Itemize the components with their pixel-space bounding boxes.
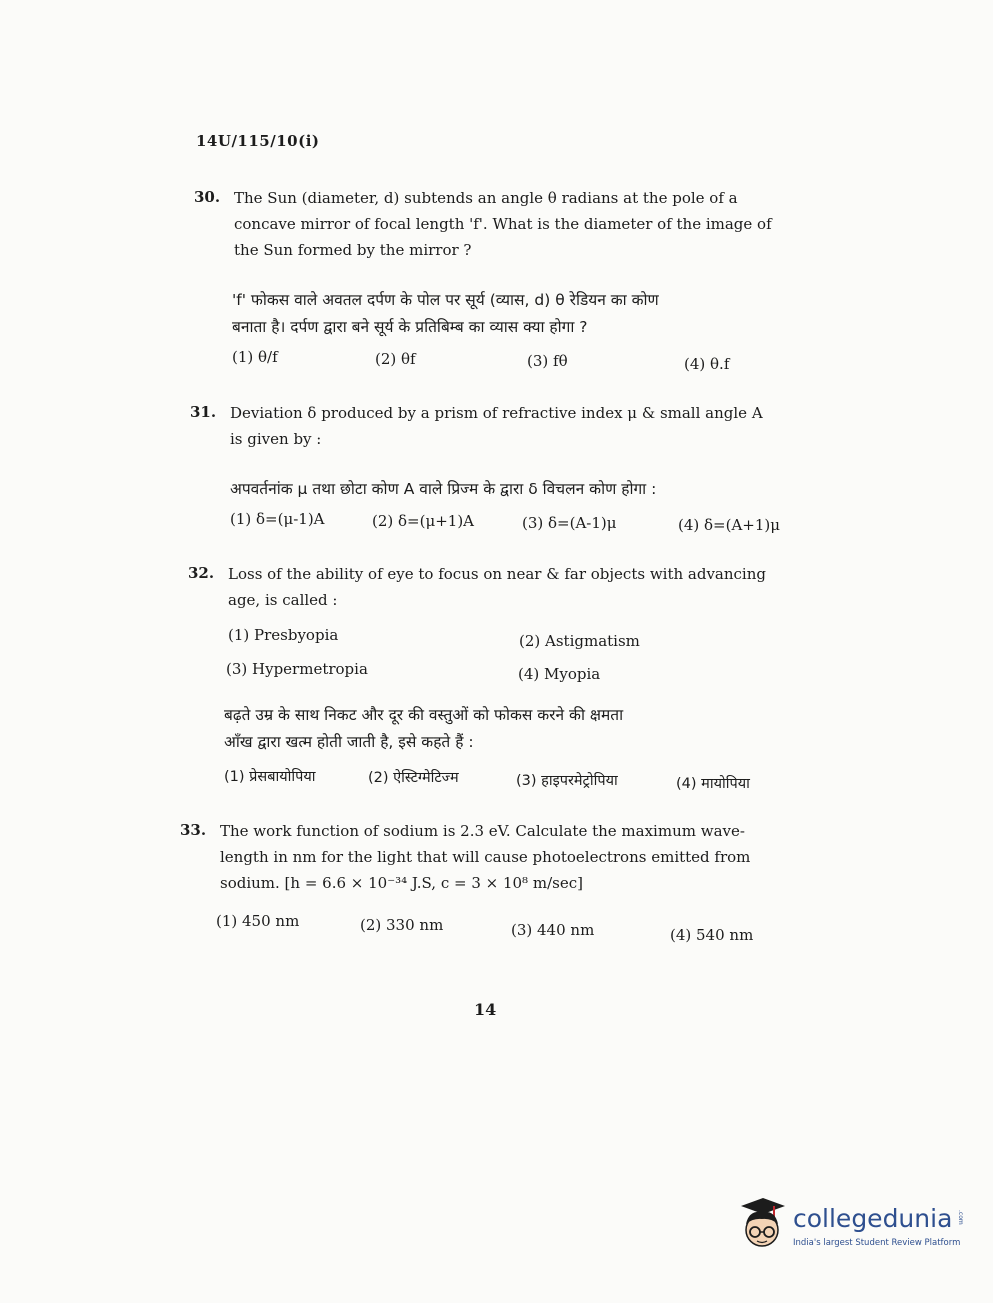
option-2: (2) 330 nm xyxy=(360,916,444,934)
question-text-english: Deviation δ produced by a prism of refractive index μ & small angle A is given by : xyxy=(230,404,763,448)
option-3: (3) fθ xyxy=(527,352,568,370)
hindi-option-3: (3) हाइपरमेट्रोपिया xyxy=(516,773,618,789)
question-text-hindi: 'f' फोकस वाले अवतल दर्पण के पोल पर सूर्य (व्यास, d) θ रेडियन का कोण बनाता है। दर्पण द्वारा बने सूर्य के प्रतिबिम्ब का व्यास क्या होगा ? xyxy=(232,291,659,336)
question-number: 32. xyxy=(188,564,215,582)
question-text-english: The Sun (diameter, d) subtends an angle θ radians at the pole of a concave mirror of focal length 'f'. What is the diameter of the image of the Sun formed by the mirror ? xyxy=(234,189,772,259)
hindi-option-4: (4) मायोपिया xyxy=(676,776,750,792)
page-number: 14 xyxy=(474,1000,497,1019)
option-3: (3) δ=(A-1)μ xyxy=(522,514,617,532)
paper-code: 14U/115/10(i) xyxy=(196,132,320,150)
option-1: (1) Presbyopia xyxy=(228,626,339,644)
option-1: (1) θ/f xyxy=(232,348,278,366)
option-3: (3) 440 nm xyxy=(511,921,595,939)
brand-tagline: India's largest Student Review Platform xyxy=(793,1238,961,1248)
brand-suffix: .com xyxy=(957,1210,964,1225)
question-text-hindi: बढ़ते उम्र के साथ निकट और दूर की वस्तुओं को फोकस करने की क्षमता आँख द्वारा खत्म होती जाती है, इसे कहते हैं : xyxy=(224,706,624,751)
option-4: (4) 540 nm xyxy=(670,926,754,944)
option-2: (2) Astigmatism xyxy=(519,632,640,650)
option-1: (1) δ=(μ-1)A xyxy=(230,510,325,528)
hindi-option-2: (2) ऐस्टिग्मेटिज्म xyxy=(368,770,459,786)
question-text-english: Loss of the ability of eye to focus on near & far objects with advancing age, is called : xyxy=(228,565,766,609)
question-number: 30. xyxy=(194,188,221,206)
collegedunia-watermark xyxy=(735,1196,965,1258)
question-number: 31. xyxy=(190,403,217,421)
option-2: (2) θf xyxy=(375,350,416,368)
mascot-icon xyxy=(735,1196,789,1258)
question-text-hindi: अपवर्तनांक μ तथा छोटा कोण A वाले प्रिज्म के द्वारा δ विचलन कोण होगा : xyxy=(230,480,657,498)
question-text-english: The work function of sodium is 2.3 eV. Calculate the maximum wave- length in nm for the light that will cause photoelectrons emitted from sodium. [h = 6.6 × 10⁻³⁴ J.S, c = 3 × 10⁸ m/sec] xyxy=(220,822,751,892)
option-4: (4) δ=(A+1)μ xyxy=(678,516,781,534)
option-1: (1) 450 nm xyxy=(216,912,300,930)
question-number: 33. xyxy=(180,821,207,839)
option-4: (4) Myopia xyxy=(518,665,601,683)
option-3: (3) Hypermetropia xyxy=(226,660,368,678)
brand-name: collegedunia xyxy=(793,1204,953,1233)
option-2: (2) δ=(μ+1)A xyxy=(372,512,475,530)
hindi-option-1: (1) प्रेसबायोपिया xyxy=(224,769,316,785)
option-4: (4) θ.f xyxy=(684,355,730,373)
